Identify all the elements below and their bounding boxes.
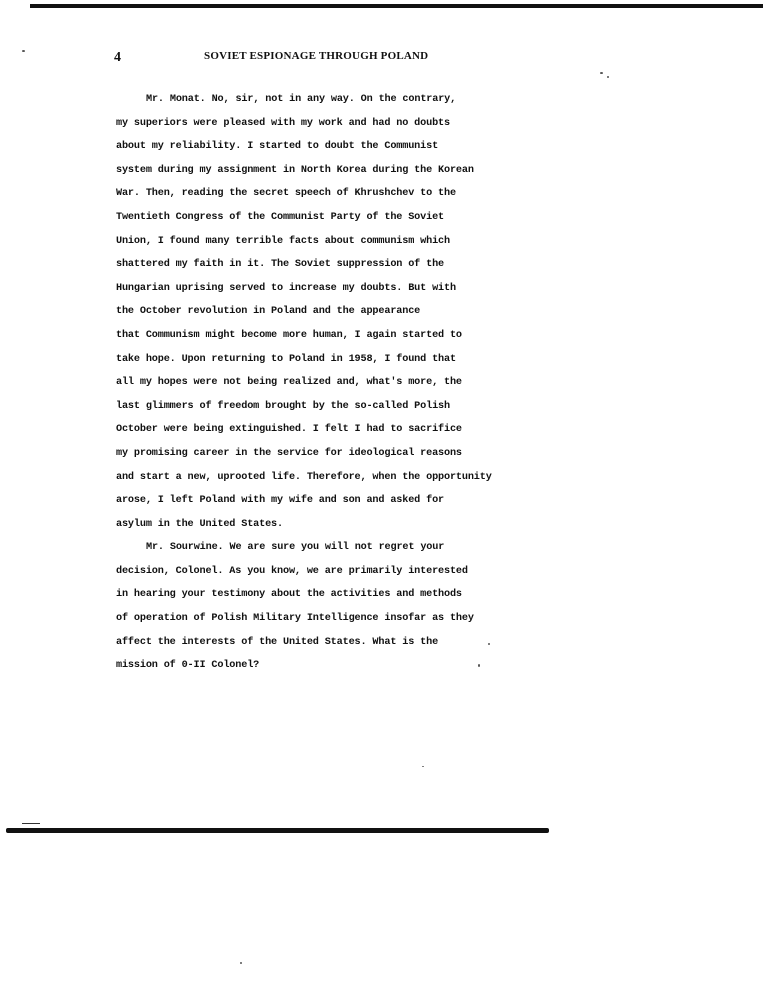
paragraph-monat-line-5: War. Then, reading the secret speech of Khrushchev to the <box>116 188 456 200</box>
paragraph-monat-line-17: and start a new, uprooted life. Therefore, when the opportunity <box>116 471 492 483</box>
paragraph-monat-line-13: all my hopes were not being realized and, what's more, the <box>116 377 462 389</box>
paragraph-monat-line-15: October were being extinguished. I felt I had to sacrifice <box>116 424 462 436</box>
paragraph-sourwine-line-1: Mr. Sourwine. We are sure you will not regret your <box>146 542 445 554</box>
paragraph-monat-line-1: Mr. Monat. No, sir, not in any way. On the contrary, <box>146 94 457 105</box>
paragraph-monat-line-19: asylum in the United States. <box>116 518 283 530</box>
paragraph-sourwine-line-5: affect the interests of the United States. What is the <box>116 636 439 648</box>
scan-speck <box>22 50 25 52</box>
paragraph-monat-line-2: my superiors were pleased with my work and had no doubts <box>116 117 450 129</box>
paragraph-sourwine-line-3: in hearing your testimony about the activities and methods <box>116 589 462 601</box>
scan-speck <box>488 643 490 645</box>
paragraph-monat-line-4: system during my assignment in North Korea during the Korean <box>116 164 474 176</box>
paragraph-monat-line-10: the October revolution in Poland and the appearance <box>116 306 421 318</box>
paragraph-sourwine-line-6: mission of 0-II Colonel? <box>116 660 260 672</box>
paragraph-sourwine-line-4: of operation of Polish Military Intelligence insofar as they <box>116 613 474 625</box>
scan-speck <box>607 76 609 78</box>
bottom-rule-fragment <box>22 823 40 824</box>
paragraph-sourwine-line-2: decision, Colonel. As you know, we are primarily interested <box>116 565 468 577</box>
paragraph-monat-line-8: shattered my faith in it. The Soviet suppression of the <box>116 259 444 271</box>
paragraph-monat-line-9: Hungarian uprising served to increase my doubts. But with <box>116 282 456 294</box>
paragraph-monat-line-7: Union, I found many terrible facts about communism which <box>116 235 450 247</box>
paragraph-monat-line-14: last glimmers of freedom brought by the so-called Polish <box>116 400 450 412</box>
scan-speck <box>240 962 242 964</box>
scan-speck <box>422 766 424 767</box>
paragraph-monat-line-3: about my reliability. I started to doubt the Communist <box>116 141 439 153</box>
paragraph-monat-line-11: that Communism might become more human, I again started to <box>116 329 462 341</box>
page-number: 4 <box>114 50 121 65</box>
paragraph-monat-line-18: arose, I left Poland with my wife and son and asked for <box>116 495 444 507</box>
transcript-body <box>116 88 546 678</box>
paragraph-monat-line-6: Twentieth Congress of the Communist Party of the Soviet <box>116 211 444 223</box>
scan-speck <box>600 72 603 74</box>
paragraph-monat-line-16: my promising career in the service for ideological reasons <box>116 447 462 459</box>
bottom-border-rule <box>6 828 549 833</box>
running-header-title: SOVIET ESPIONAGE THROUGH POLAND <box>204 50 429 62</box>
paragraph-monat-line-12: take hope. Upon returning to Poland in 1958, I found that <box>116 353 456 365</box>
scan-speck <box>478 664 480 667</box>
top-border-rule <box>0 4 763 8</box>
